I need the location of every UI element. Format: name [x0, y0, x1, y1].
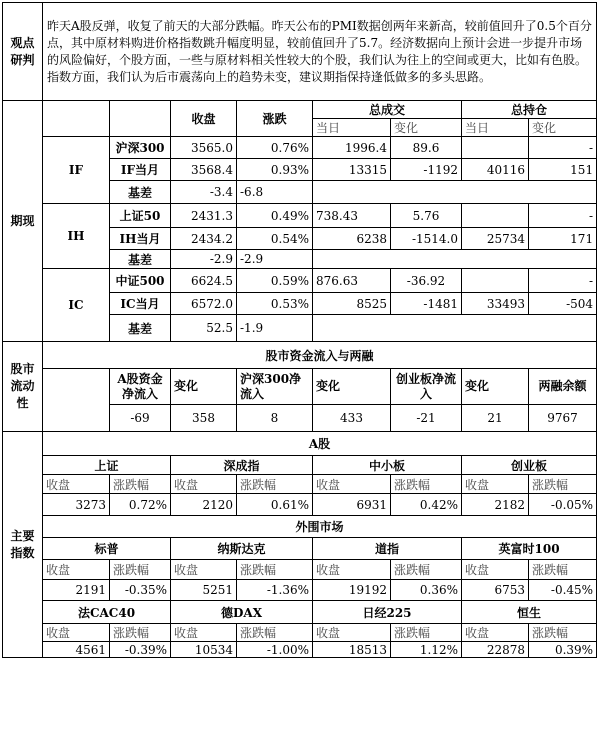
liq-value: -69 [110, 405, 171, 432]
index-change: 0.42% [391, 494, 462, 516]
header-volume: 总成交 [313, 101, 462, 119]
index-name: 创业板 [462, 456, 597, 475]
row-vol-today: 738.43 [313, 204, 391, 228]
row-oi-today [462, 269, 529, 293]
sub-change: 涨跌幅 [110, 624, 171, 642]
row-label: 基差 [110, 315, 171, 342]
row-label: 沪深300 [110, 137, 171, 159]
row-oi-change: 171 [529, 228, 597, 250]
liq-header-gem-inflow: 创业板净流入 [391, 369, 462, 405]
row-oi-change: - [529, 204, 597, 228]
index-name: 德DAX [171, 601, 313, 624]
liq-value: 358 [171, 405, 237, 432]
row-oi-change: - [529, 269, 597, 293]
liq-header-margin-balance: 两融余额 [529, 369, 597, 405]
row-close: 2431.3 [171, 204, 237, 228]
sub-change: 涨跌幅 [237, 475, 313, 494]
row-change: 0.54% [237, 228, 313, 250]
futures-header-blank [43, 101, 110, 137]
row-change: 0.76% [237, 137, 313, 159]
sub-close: 收盘 [43, 624, 110, 642]
sub-close: 收盘 [171, 475, 237, 494]
group-ih-name: IH [43, 204, 110, 269]
sub-change: 涨跌幅 [529, 475, 597, 494]
index-change: 0.36% [391, 580, 462, 601]
sub-change: 涨跌幅 [391, 624, 462, 642]
row-vol-today: 8525 [313, 293, 391, 315]
report-table [2, 2, 597, 658]
row-oi-change: 151 [529, 159, 597, 181]
row-change: 0.93% [237, 159, 313, 181]
index-close: 18513 [313, 642, 391, 658]
index-change: 1.12% [391, 642, 462, 658]
sub-change: 涨跌幅 [529, 624, 597, 642]
a-share-title: A股 [43, 432, 597, 456]
index-change: -0.05% [529, 494, 597, 516]
index-name: 标普 [43, 538, 171, 560]
row-vol-today: 13315 [313, 159, 391, 181]
row-oi-today: 25734 [462, 228, 529, 250]
header-volume-today: 当日 [313, 119, 391, 137]
index-close: 2182 [462, 494, 529, 516]
index-change: -1.36% [237, 580, 313, 601]
index-close: 6753 [462, 580, 529, 601]
sub-close: 收盘 [43, 475, 110, 494]
overseas-title: 外围市场 [43, 516, 597, 538]
row-oi-today: 33493 [462, 293, 529, 315]
row-change: -6.8 [237, 181, 313, 204]
index-change: -0.45% [529, 580, 597, 601]
row-oi-today [462, 137, 529, 159]
index-change: -1.00% [237, 642, 313, 658]
row-vol-change: 89.6 [391, 137, 462, 159]
header-oi-today: 当日 [462, 119, 529, 137]
index-name: 恒生 [462, 601, 597, 624]
row-label: 中证500 [110, 269, 171, 293]
index-close: 4561 [43, 642, 110, 658]
liq-value: -21 [391, 405, 462, 432]
sub-change: 涨跌幅 [237, 560, 313, 580]
sub-close: 收盘 [313, 560, 391, 580]
index-name: 中小板 [313, 456, 462, 475]
row-oi-change: - [529, 137, 597, 159]
sub-change: 涨跌幅 [391, 475, 462, 494]
row-oi-today: 40116 [462, 159, 529, 181]
index-change: -0.39% [110, 642, 171, 658]
header-oi-change: 变化 [529, 119, 597, 137]
futures-section-label: 期现 [3, 101, 43, 342]
row-change: -2.9 [237, 250, 313, 269]
row-vol-change: -1192 [391, 159, 462, 181]
liquidity-section-label: 股市流动性 [3, 342, 43, 432]
index-change: -0.35% [110, 580, 171, 601]
commentary-text: 昨天A股反弹，收复了前天的大部分跌幅。昨天公布的PMI数据创两年来新高，较前值回升了0.5个百分点，其中原材料购进价格指数跳升幅度明显，较前值回升了5.7。经济数据向上预计会进一步提升市场的风险偏好，个股方面，一些与原材料相关性较大的个股，我们认为往上的空间或更大，比如有色股。指数方面，我们认为后市震荡向上的趋势未变，建议期指保持逢低做多的多头思路。 [43, 3, 597, 101]
row-label: IF当月 [110, 159, 171, 181]
index-name: 纳斯达克 [171, 538, 313, 560]
row-vol-today: 6238 [313, 228, 391, 250]
index-close: 22878 [462, 642, 529, 658]
sub-close: 收盘 [462, 475, 529, 494]
row-label: IH当月 [110, 228, 171, 250]
index-name: 深成指 [171, 456, 313, 475]
sub-close: 收盘 [462, 624, 529, 642]
sub-change: 涨跌幅 [391, 560, 462, 580]
row-close: -3.4 [171, 181, 237, 204]
liq-header-change-1: 变化 [171, 369, 237, 405]
row-vol-change: 5.76 [391, 204, 462, 228]
row-close: 3568.4 [171, 159, 237, 181]
index-name: 道指 [313, 538, 462, 560]
sub-change: 涨跌幅 [110, 560, 171, 580]
group-ic-name: IC [43, 269, 110, 342]
index-close: 6931 [313, 494, 391, 516]
index-change: 0.72% [110, 494, 171, 516]
row-change: 0.49% [237, 204, 313, 228]
row-oi-today [462, 204, 529, 228]
sub-change: 涨跌幅 [529, 560, 597, 580]
sub-change: 涨跌幅 [110, 475, 171, 494]
index-close: 10534 [171, 642, 237, 658]
index-name: 日经225 [313, 601, 462, 624]
sub-change: 涨跌幅 [237, 624, 313, 642]
sub-close: 收盘 [313, 624, 391, 642]
row-label: 上证50 [110, 204, 171, 228]
index-close: 2120 [171, 494, 237, 516]
index-close: 19192 [313, 580, 391, 601]
index-change: 0.61% [237, 494, 313, 516]
row-change: 0.59% [237, 269, 313, 293]
row-close: 3565.0 [171, 137, 237, 159]
row-label: 基差 [110, 250, 171, 269]
index-close: 2191 [43, 580, 110, 601]
header-open-interest: 总持仓 [462, 101, 597, 119]
liq-value: 8 [237, 405, 313, 432]
liquidity-title: 股市资金流入与两融 [43, 342, 597, 369]
group-if-name: IF [43, 137, 110, 204]
sub-close: 收盘 [43, 560, 110, 580]
row-label: 基差 [110, 181, 171, 204]
index-close: 5251 [171, 580, 237, 601]
sub-close: 收盘 [462, 560, 529, 580]
index-change: 0.39% [529, 642, 597, 658]
liq-value: 433 [313, 405, 391, 432]
header-volume-change: 变化 [391, 119, 462, 137]
futures-header-blank-2 [110, 101, 171, 137]
row-close: 6572.0 [171, 293, 237, 315]
liq-header-a-share-inflow: A股资金净流入 [110, 369, 171, 405]
sub-close: 收盘 [171, 560, 237, 580]
liq-value: 9767 [529, 405, 597, 432]
liq-header-change-2: 变化 [313, 369, 391, 405]
row-change: 0.53% [237, 293, 313, 315]
row-vol-today: 876.63 [313, 269, 391, 293]
index-name: 上证 [43, 456, 171, 475]
liq-value: 21 [462, 405, 529, 432]
row-close: -2.9 [171, 250, 237, 269]
row-vol-change: -1514.0 [391, 228, 462, 250]
sub-close: 收盘 [171, 624, 237, 642]
row-label: IC当月 [110, 293, 171, 315]
row-vol-change: -36.92 [391, 269, 462, 293]
row-vol-today: 1996.4 [313, 137, 391, 159]
row-vol-change: -1481 [391, 293, 462, 315]
row-oi-change: -504 [529, 293, 597, 315]
indices-section-label: 主要指数 [3, 432, 43, 658]
index-name: 法CAC40 [43, 601, 171, 624]
header-change-pct: 涨跌 [237, 101, 313, 137]
row-close: 52.5 [171, 315, 237, 342]
commentary-section-label: 观点研判 [3, 3, 43, 101]
liq-header-hs300-inflow: 沪深300净流入 [237, 369, 313, 405]
row-close: 6624.5 [171, 269, 237, 293]
row-change: -1.9 [237, 315, 313, 342]
header-close: 收盘 [171, 101, 237, 137]
liq-header-change-3: 变化 [462, 369, 529, 405]
index-name: 英富时100 [462, 538, 597, 560]
row-close: 2434.2 [171, 228, 237, 250]
index-close: 3273 [43, 494, 110, 516]
sub-close: 收盘 [313, 475, 391, 494]
